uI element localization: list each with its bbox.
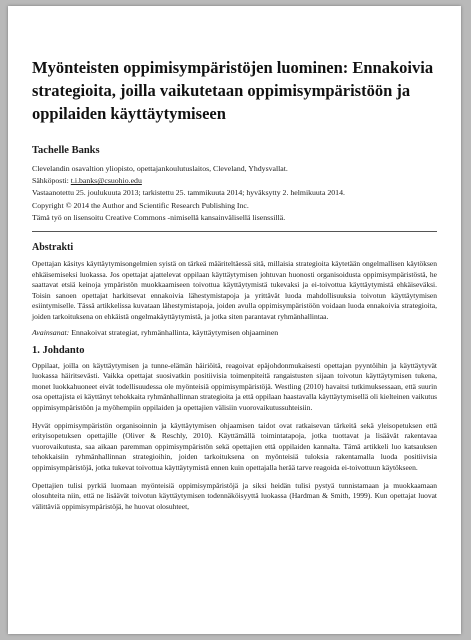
body-paragraph: Opettajien tulisi pyrkiä luomaan myönteisiä oppimisympäristöjä ja siksi heidän tulisi pystyä tunnistamaan ja muokkaamaan olosuhteita niin, että ne lisäävät toivotun käyttäytymisen todennäköisyyttä luokassa (Hardman & Smith, 1999). Kun opettajat luovat välittäviä oppimisympäristöjä, he huovat olosuhteet, <box>32 480 437 511</box>
section-heading-introduction: 1. Johdanto <box>32 344 85 356</box>
abstract-heading: Abstrakti <box>32 242 74 254</box>
received-dates: Vastaanotettu 25. joulukuuta 2013; tarkistettu 25. tammikuuta 2014; hyväksytty 2. helmikuuta 2014. <box>32 188 345 198</box>
license-line: Tämä työ on lisensoitu Creative Commons -nimisellä kansainvälisellä lisenssillä. <box>32 212 286 222</box>
author-name: Tachelle Banks <box>32 145 100 156</box>
paper-title: Myönteisten oppimisympäristöjen luominen: Ennakoivia strategioita, joilla vaikutetaan oppimisympäristöön ja oppilaiden käyttäytymiseen <box>32 58 434 123</box>
affiliation: Clevelandin osavaltion yliopisto, opettajankoulutuslaitos, Cleveland, Yhdysvallat. <box>32 164 288 173</box>
body-paragraph: Oppilaat, joilla on käyttäytymisen ja tunne-elämän häiriöitä, reagoivat epäjohdonmukaisesti opettajan pyyntöihin ja käyttäytyvät luokassa häiritsevästi. Vaikka opettajat suosivatkin positiivisia toimenpiteitä rangaistusten sijaan toivotun käyttäytymisen tukena, monet luokkahuoneet eivät todellisuudessa ole myönteisiä oppimisympäristöjä. Westling (2010) havaitsi tutkimuksessaan, että suurin osa opettajista ei käyttänyt tehokkaita ryhmänhallinnan strategioita ja että oppilaan haastavalla käyttäytymisellä oli kielteinen vaikutus oppimisympäristöön ja myöhempiin oppilaiden ja opettajien välisiin vuorovaikutussuhteisiin. <box>32 360 437 412</box>
body-paragraph: Hyvät oppimisympäristön organisoinnin ja käyttäytymisen ohjaamisen taidot ovat ratkaisevan tärkeitä sekä yleisopetuksen että erityisopetuksen opettajille (Oliver & Reschly, 2010). Käyttämällä toimintatapoja, jotka tuottavat ja lisäävät rakentavaa vuorovaikutusta, saa aikaan paremman oppimisympäristön sekä opettajien että oppilaiden kannalta. Tämä artikkeli luo katsauksen tehokkaisiin ryhmänhallinnan strategioihin, joiden tarkoituksena on myönteisiä tuloksia rakentamalla luoda positiivisia oppimisympäristöjä, jotka tukevat toivottua käyttäytymistä ennen kuin opettajalla herää tarve reagoida ei-toivottuun käytökseen. <box>32 420 437 472</box>
email-link[interactable]: t.i.banks@csuohio.edu <box>70 176 142 186</box>
abstract-text: Opettajan käsitys käyttäytymisongelmien syistä on tärkeä määriteltäessä sitä, millaisia strategioita käytetään ongelmallisen käytöksen ehkäisemiseksi luokassa. Jos opettajat ajattelevat oppilaan käyttäytymisen johtuvan huonosti organisoidusta oppimisympäristöstä, he saattavat etsiä keinoja ympäristön muokkaamiseen toivottua käyttäytymistä tukevaksi ja ei-toivottua käyttäytymistä ehkäiseväksi. Toisin sanoen opettajat harkitsevat ennakoivia lähestymistapoja ja yrittävät luoda mahdollisuuksia toivotun käyttäytymisen esiintymiselle. Tässä artikkelissa kuvataan lähestymistapoja, joiden avulla oppimisympäristöön voidaan luoda ennakoivia strategioita, joiden tarkoituksena on ehkäistä ongelmakäyttäytymistä, ja jotka siten parantavat ryhmänhallintaa. <box>32 259 437 321</box>
keywords-line <box>32 328 437 337</box>
document-page <box>8 6 461 634</box>
keywords-label: Avainsanat: <box>32 327 70 337</box>
copyright-line: Copyright © 2014 the Author and Scientific Research Publishing Inc. <box>32 200 249 210</box>
email-line <box>32 175 437 187</box>
divider <box>32 231 437 232</box>
email-label: Sähköposti: <box>32 176 71 186</box>
keywords-text: Ennakoivat strategiat, ryhmänhallinta, käyttäytymisen ohjaaminen <box>69 327 279 337</box>
page-content <box>32 56 437 519</box>
